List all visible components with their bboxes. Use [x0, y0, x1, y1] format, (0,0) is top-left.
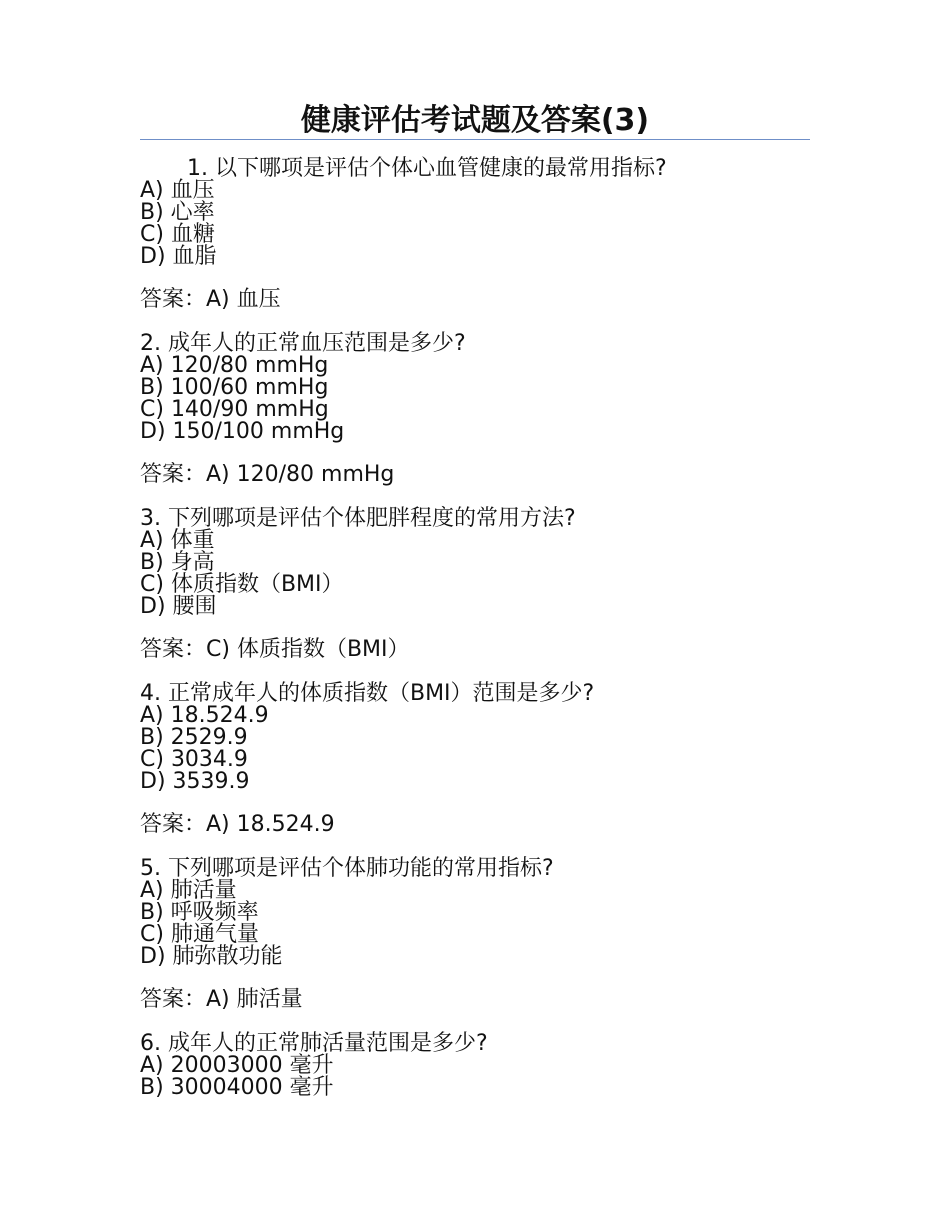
- option-text: D) 3539.9: [140, 769, 250, 794]
- option-text: C) 肺通气量: [140, 922, 259, 947]
- option-text: B) 心率: [140, 200, 215, 225]
- option-text: A) 体重: [140, 528, 215, 553]
- answer-text: 答案：A) 血压: [140, 287, 281, 312]
- option-text: A) 120/80 mmHg: [140, 353, 329, 378]
- option-text: D) 血脂: [140, 244, 217, 269]
- question-block: [140, 683, 810, 836]
- option-text: D) 腰围: [140, 594, 217, 619]
- question-block: [140, 1033, 810, 1099]
- answer-text: 答案：A) 120/80 mmHg: [140, 462, 395, 487]
- question-list: [140, 158, 810, 1121]
- question-text: 1. 以下哪项是评估个体心血管健康的最常用指标?: [187, 156, 667, 181]
- question-text: 3. 下列哪项是评估个体肥胖程度的常用方法?: [140, 506, 576, 531]
- question-block: [140, 158, 810, 311]
- option-text: C) 体质指数（BMI）: [140, 572, 344, 597]
- question-text: 2. 成年人的正常血压范围是多少?: [140, 331, 466, 356]
- option-text: B) 30004000 毫升: [140, 1075, 334, 1100]
- question-text: 5. 下列哪项是评估个体肺功能的常用指标?: [140, 856, 554, 881]
- option-text: B) 身高: [140, 550, 215, 575]
- question-block: [140, 508, 810, 661]
- option-text: B) 2529.9: [140, 725, 248, 750]
- option-text: C) 血糖: [140, 222, 215, 247]
- option-text: A) 20003000 毫升: [140, 1053, 334, 1078]
- question-text: 6. 成年人的正常肺活量范围是多少?: [140, 1031, 488, 1056]
- option-text: D) 肺弥散功能: [140, 944, 283, 969]
- document-title: 健康评估考试题及答案(3): [300, 103, 650, 138]
- option-text: B) 呼吸频率: [140, 900, 259, 925]
- document-page: [140, 0, 810, 1230]
- option-text: A) 肺活量: [140, 878, 237, 903]
- option-text: A) 18.524.9: [140, 703, 269, 728]
- answer-text: 答案：C) 体质指数（BMI）: [140, 637, 410, 662]
- question-text: 4. 正常成年人的体质指数（BMI）范围是多少?: [140, 681, 595, 706]
- option-text: C) 3034.9: [140, 747, 248, 772]
- question-block: [140, 333, 810, 486]
- answer-text: 答案：A) 肺活量: [140, 987, 303, 1012]
- question-block: [140, 858, 810, 1011]
- option-text: D) 150/100 mmHg: [140, 419, 345, 444]
- option-text: B) 100/60 mmHg: [140, 375, 329, 400]
- option-text: A) 血压: [140, 178, 215, 203]
- answer-text: 答案：A) 18.524.9: [140, 812, 335, 837]
- option-text: C) 140/90 mmHg: [140, 397, 329, 422]
- title-underline: [140, 139, 810, 140]
